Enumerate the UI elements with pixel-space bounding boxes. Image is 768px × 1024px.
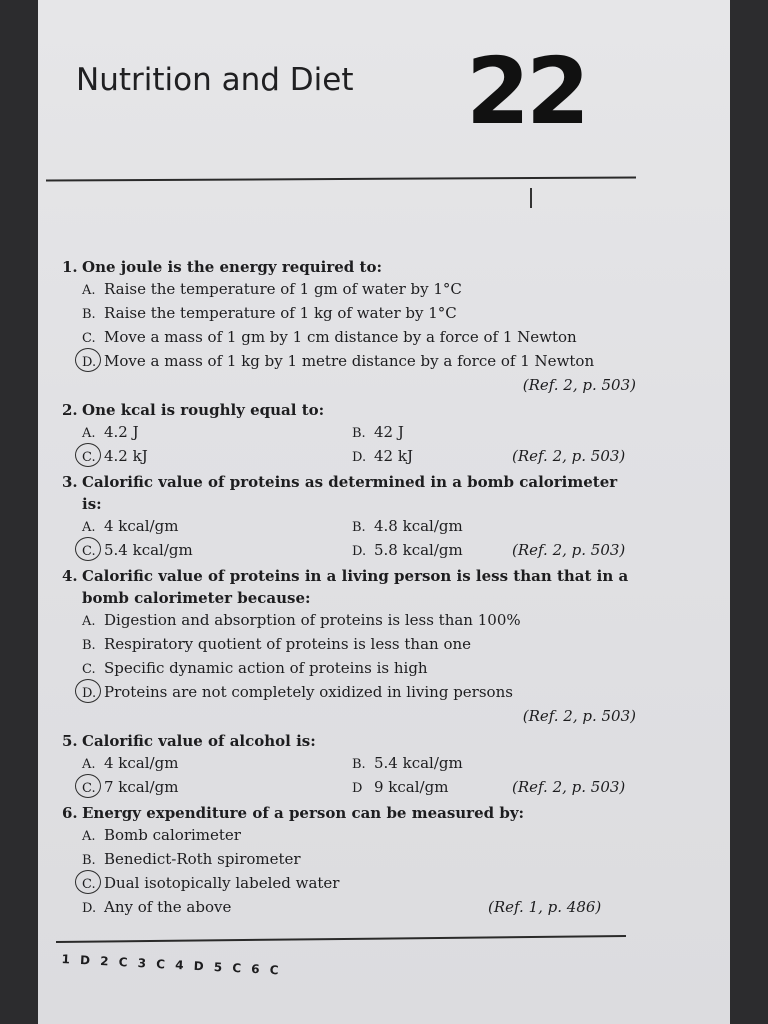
- option-d: [352, 776, 512, 800]
- option-text: Move a mass of 1 gm by 1 cm distance by a force of 1 Newton: [104, 328, 577, 346]
- question-list: [62, 256, 642, 922]
- question-6: [62, 802, 642, 920]
- option-c: [82, 657, 642, 681]
- question-text: Calorific value of proteins in a living person is less than that in a bomb calorimeter because:: [82, 567, 629, 607]
- option-letter-circled: D.: [82, 351, 104, 374]
- option-b: [352, 421, 512, 445]
- question-text: One joule is the energy required to:: [82, 258, 382, 276]
- option-a: [82, 278, 642, 302]
- reference: (Ref. 2, p. 503): [512, 447, 626, 465]
- option-text: 4 kcal/gm: [104, 754, 179, 772]
- option-text: Specific dynamic action of proteins is high: [104, 659, 428, 677]
- option-a: [82, 609, 642, 633]
- option-letter: D.: [82, 901, 97, 916]
- option-letter: A.: [82, 520, 96, 535]
- option-letter: A.: [82, 614, 96, 629]
- option-text: 5.4 kcal/gm: [374, 754, 463, 772]
- question-number: 4.: [62, 567, 78, 585]
- option-text: Any of the above: [104, 898, 232, 916]
- option-text: 5.8 kcal/gm: [374, 541, 463, 559]
- question-number: 2.: [62, 401, 78, 419]
- option-letter-circled: C.: [82, 446, 104, 469]
- option-text: 4 kcal/gm: [104, 517, 179, 535]
- option-letter: D.: [352, 450, 367, 465]
- reference: (Ref. 1, p. 486): [488, 898, 602, 916]
- option-c: [82, 872, 642, 896]
- option-a: [82, 421, 352, 445]
- option-letter: A.: [82, 426, 96, 441]
- option-c: [82, 776, 352, 800]
- header-rule: [46, 176, 636, 181]
- option-text: Move a mass of 1 kg by 1 metre distance by a force of 1 Newton: [104, 352, 595, 370]
- option-letter: B.: [352, 757, 366, 772]
- option-b: [82, 302, 642, 326]
- question-text: One kcal is roughly equal to:: [82, 401, 325, 419]
- option-c: [82, 445, 352, 469]
- option-d: [82, 681, 642, 705]
- question-number: 3.: [62, 473, 78, 491]
- option-a: [82, 752, 352, 776]
- question-text: Calorific value of alcohol is:: [82, 732, 316, 750]
- option-b: [352, 515, 512, 539]
- option-text: Benedict-Roth spirometer: [104, 850, 301, 868]
- option-letter: A.: [82, 757, 96, 772]
- question-number: 1.: [62, 258, 78, 276]
- option-d: [352, 539, 512, 563]
- option-d: [82, 350, 642, 374]
- question-4: [62, 565, 642, 728]
- question-text: Calorific value of proteins as determined in a bomb calorimeter is:: [82, 473, 618, 513]
- option-text: 42 J: [374, 423, 404, 441]
- reference: (Ref. 2, p. 503): [522, 376, 636, 394]
- option-letter: B.: [82, 307, 96, 322]
- option-text: 7 kcal/gm: [104, 778, 179, 796]
- option-letter-circled: D.: [82, 682, 104, 705]
- pen-mark: [530, 188, 532, 208]
- option-text: Respiratory quotient of proteins is less than one: [104, 635, 472, 653]
- reference: (Ref. 2, p. 503): [512, 778, 626, 796]
- option-letter: B.: [352, 520, 366, 535]
- book-page: [38, 0, 730, 1024]
- option-letter: D: [352, 781, 363, 796]
- option-letter: B.: [82, 638, 96, 653]
- option-c: [82, 326, 642, 350]
- option-text: 9 kcal/gm: [374, 778, 449, 796]
- question-2: [62, 399, 642, 469]
- option-b: [352, 752, 512, 776]
- option-text: 4.2 kJ: [104, 447, 148, 465]
- option-letter: A.: [82, 829, 96, 844]
- question-text: Energy expenditure of a person can be measured by:: [82, 804, 525, 822]
- reference: (Ref. 2, p. 503): [522, 707, 636, 725]
- option-text: 4.8 kcal/gm: [374, 517, 463, 535]
- option-letter-circled: C.: [82, 873, 104, 896]
- option-text: Bomb calorimeter: [104, 826, 241, 844]
- option-text: Raise the temperature of 1 gm of water by 1°C: [104, 280, 462, 298]
- footer-rule: [56, 935, 626, 943]
- option-letter-circled: C.: [82, 540, 104, 563]
- option-text: Digestion and absorption of proteins is less than 100%: [104, 611, 521, 629]
- option-b: [82, 633, 642, 657]
- option-text: 42 kJ: [374, 447, 413, 465]
- question-1: [62, 256, 642, 397]
- question-5: [62, 730, 642, 800]
- chapter-number: 22: [466, 38, 587, 145]
- answer-key: 1 D 2 C 3 C 4 D 5 C 6 C: [61, 952, 282, 978]
- option-c: [82, 539, 352, 563]
- question-number: 5.: [62, 732, 78, 750]
- option-text: Dual isotopically labeled water: [104, 874, 340, 892]
- option-text: Raise the temperature of 1 kg of water by 1°C: [104, 304, 457, 322]
- option-letter: D.: [352, 544, 367, 559]
- question-3: [62, 471, 642, 563]
- reference: (Ref. 2, p. 503): [512, 541, 626, 559]
- chapter-title: Nutrition and Diet: [76, 62, 354, 98]
- option-d: [352, 445, 512, 469]
- option-letter: A.: [82, 283, 96, 298]
- option-text: 5.4 kcal/gm: [104, 541, 193, 559]
- question-number: 6.: [62, 804, 78, 822]
- option-letter-circled: C.: [82, 777, 104, 800]
- option-letter: C.: [82, 662, 96, 677]
- option-text: 4.2 J: [104, 423, 139, 441]
- option-text: Proteins are not completely oxidized in living persons: [104, 683, 513, 701]
- option-letter: B.: [352, 426, 366, 441]
- option-a: [82, 515, 352, 539]
- option-a: [82, 824, 642, 848]
- option-b: [82, 848, 642, 872]
- option-d: [82, 896, 488, 920]
- option-letter: C.: [82, 331, 96, 346]
- option-letter: B.: [82, 853, 96, 868]
